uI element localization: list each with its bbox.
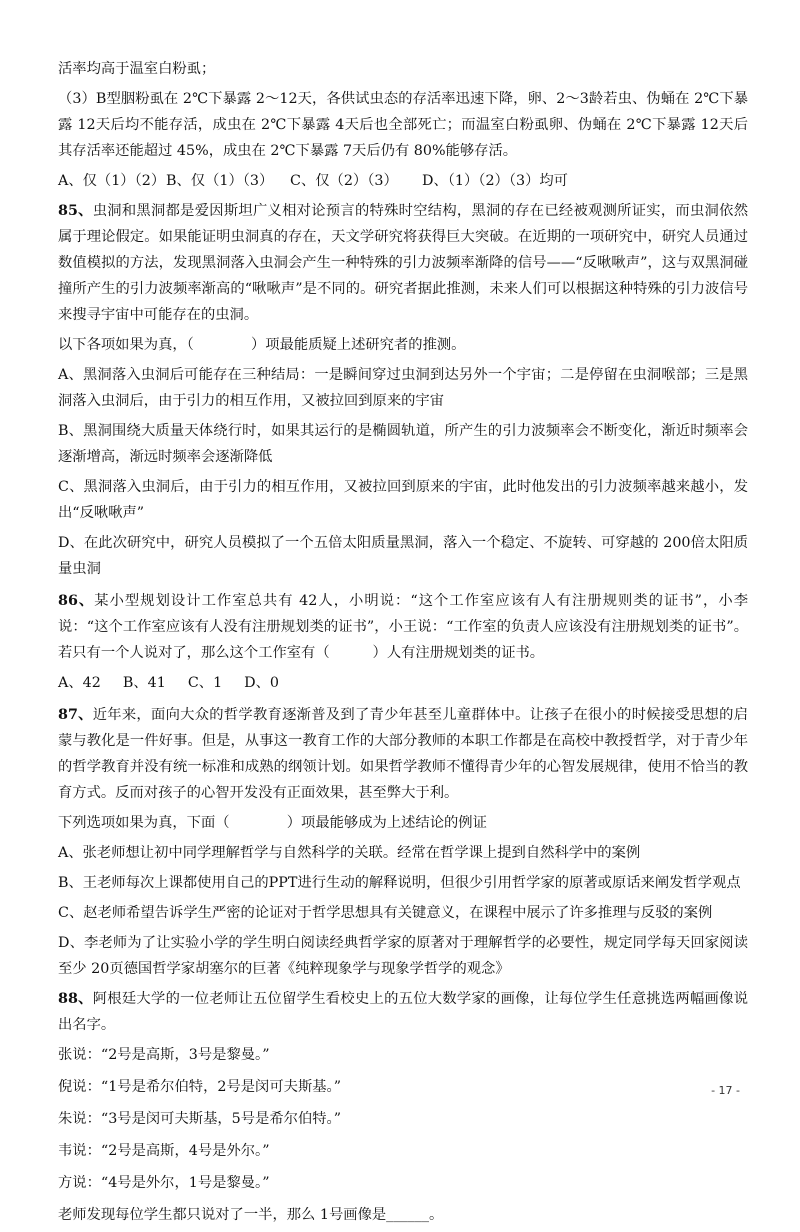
q87-question: 下列选项如果为真，下面（ ）项最能够成为上述结论的例证 — [58, 815, 487, 831]
option-b: B、仅（1）（3） — [166, 173, 274, 189]
text-paragraph: （3）B型胭粉虱在 2℃下暴露 2～12天，各供试虫态的存活率迅速下降，卵、2～3龄若虫、伪蛹在 2℃下暴露 12天后均不能存活，成虫在 2℃下暴露 4天后也全部死亡；而温室白粉虱卵、伪蛹在 2℃下暴露 12天后其存活率还能超过 45%，成虫在 2℃下暴露 7天后仍有 80%能够存活。 — [58, 91, 748, 159]
q87-option-d: D、李老师为了让实验小学的学生明白阅读经典哲学家的原著对于理解哲学的必要性，规定同学每天回家阅读至少 20页德国哲学家胡塞尔的巨著《纯粹现象学与现象学哲学的观念》 — [58, 935, 748, 977]
question-text: 虫洞和黑洞都是爱因斯坦广义相对论预言的特殊时空结构，黑洞的存在已经被观测所证实，而虫洞依然属于理论假定。如果能证明虫洞真的存在，天文学研究将获得巨大突破。在近期的一项研究中，研究人员通过数值模拟的方法，发现黑洞落入虫洞会产生一种特殊的引力波频率渐降的信号——“反啾啾声”，这与双黑洞碰撞所产生的引力波频率渐高的“啾啾声”是不同的。研究者据此推测，未来人们可以根据这种特殊的引力波信号来搜寻宇宙中可能存在的虫洞。 — [58, 203, 748, 323]
option-a: A、仅（1）（2） — [58, 173, 166, 189]
q87-option-c: C、赵老师希望告诉学生严密的论证对于哲学思想具有关键意义，在课程中展示了许多推理与反驳的案例 — [58, 905, 713, 921]
option-b: B、41 — [122, 675, 166, 691]
question-number: 86、 — [58, 593, 95, 609]
question-number: 88、 — [58, 991, 93, 1007]
q85-option-d: D、在此次研究中，研究人员模拟了一个五倍太阳质量黑洞，落入一个稳定、不旋转、可穿越的 200倍太阳质量虫洞 — [58, 535, 748, 577]
q86-options — [58, 670, 748, 696]
option-d: D、0 — [244, 675, 280, 691]
q86-stem — [58, 588, 748, 666]
question-number: 87、 — [58, 707, 93, 723]
q88-quote: 朱说：“3号是闵可夫斯基，5号是希尔伯特。” — [58, 1111, 342, 1127]
option-a: A、42 — [58, 675, 101, 691]
option-c: C、1 — [187, 675, 223, 691]
q88-question: 老师发现每位学生都只说对了一半，那么 1号画像是______。 — [58, 1207, 444, 1223]
q87-stem — [58, 702, 748, 806]
q85-option-c: C、黑洞落入虫洞后，由于引力的相互作用，又被拉回到原来的宇宙，此时他发出的引力波频率越来越小，发出“反啾啾声” — [58, 479, 748, 521]
q85-question: 以下各项如果为真，（ ）项最能质疑上述研究者的推测。 — [58, 337, 466, 353]
q88-stem — [58, 986, 748, 1038]
question-text: 阿根廷大学的一位老师让五位留学生看校史上的五位大数学家的画像，让每位学生任意挑选两幅画像说出名字。 — [58, 991, 748, 1033]
document-page — [58, 56, 748, 1232]
q88-quote: 方说：“4号是外尔，1号是黎曼。” — [58, 1175, 270, 1191]
q87-option-b: B、王老师每次上课都使用自己的PPT进行生动的解释说明，但很少引用哲学家的原著或原话来阐发哲学观点 — [58, 875, 741, 891]
option-c: C、仅（2）（3） — [290, 173, 398, 189]
q88-quote: 韦说：“2号是高斯，4号是外尔。” — [58, 1143, 270, 1159]
q85-option-b: B、黑洞围绕大质量天体绕行时，如果其运行的是椭圆轨道，所产生的引力波频率会不断变化，渐近时频率会逐渐增高，渐远时频率会逐渐降低 — [58, 423, 748, 465]
page-number: - 17 - — [711, 1084, 740, 1097]
q87-option-a: A、张老师想让初中同学理解哲学与自然科学的关联。经常在哲学课上提到自然科学中的案例 — [58, 845, 641, 861]
q88-quote: 倪说：“1号是希尔伯特，2号是闵可夫斯基。” — [58, 1079, 342, 1095]
question-text: 某小型规划设计工作室总共有 42人，小明说：“这个工作室应该有人有注册规则类的证书”，小李说：“这个工作室应该有人没有注册规划类的证书”，小王说：“工作室的负责人应该没有注册规划类的证书”。若只有一个人说对了，那么这个工作室有（ ）人有注册规划类的证书。 — [58, 593, 748, 661]
q88-quote: 张说：“2号是高斯，3号是黎曼。” — [58, 1047, 270, 1063]
q84-options — [58, 168, 748, 194]
text-line: 活率均高于温室白粉虱； — [58, 61, 216, 77]
q85-option-a: A、黑洞落入虫洞后可能存在三种结局：一是瞬间穿过虫洞到达另外一个宇宙；二是停留在虫洞喉部；三是黑洞落入虫洞后，由于引力的相互作用，又被拉回到原来的宇宙 — [58, 367, 748, 409]
option-d: D、（1）（2）（3）均可 — [422, 173, 568, 189]
question-number: 85、 — [58, 203, 93, 219]
q85-stem — [58, 198, 748, 328]
question-text: 近年来，面向大众的哲学教育逐渐普及到了青少年甚至儿童群体中。让孩子在很小的时候接受思想的启蒙与教化是一件好事。但是，从事这一教育工作的大部分教师的本职工作都是在高校中教授哲学，对于青少年的哲学教育并没有统一标准和成熟的纲领计划。如果哲学教师不懂得青少年的心智发展规律，使用不恰当的教育方式。反而对孩子的心智开发没有正面效果，甚至弊大于利。 — [58, 707, 748, 801]
